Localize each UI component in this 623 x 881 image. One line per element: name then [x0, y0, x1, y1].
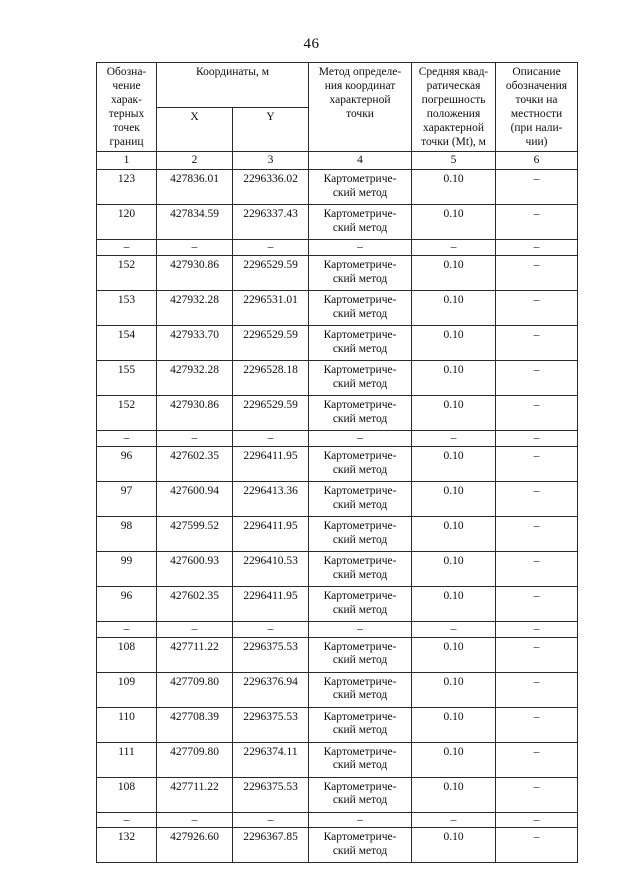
cell-description: – [496, 812, 578, 828]
cell-coordinate-x: 427932.28 [157, 290, 233, 325]
cell-coordinate-y: – [233, 239, 309, 255]
column-number-5: 5 [412, 152, 496, 170]
cell-point-number: 111 [97, 742, 157, 777]
cell-method: Картометриче- ский метод [309, 395, 412, 430]
table-row [97, 586, 578, 621]
cell-mean-square-error: 0.10 [412, 325, 496, 360]
cell-description: – [496, 446, 578, 481]
cell-description: – [496, 777, 578, 812]
cell-coordinate-y: 2296529.59 [233, 255, 309, 290]
cell-method: Картометриче- ский метод [309, 446, 412, 481]
cell-description: – [496, 255, 578, 290]
cell-description: – [496, 516, 578, 551]
cell-point-number: 98 [97, 516, 157, 551]
cell-coordinate-y: 2296529.59 [233, 395, 309, 430]
cell-mean-square-error: – [412, 430, 496, 446]
cell-mean-square-error: 0.10 [412, 255, 496, 290]
cell-method: Картометриче- ский метод [309, 777, 412, 812]
cell-method: Картометриче- ский метод [309, 586, 412, 621]
cell-method: Картометриче- ский метод [309, 672, 412, 707]
cell-method: – [309, 430, 412, 446]
column-number-2: 2 [157, 152, 233, 170]
cell-coordinate-x: 427600.93 [157, 551, 233, 586]
cell-mean-square-error: 0.10 [412, 290, 496, 325]
cell-mean-square-error: – [412, 812, 496, 828]
table-row [97, 204, 578, 239]
cell-method: Картометриче- ский метод [309, 255, 412, 290]
cell-coordinate-y: 2296411.95 [233, 586, 309, 621]
cell-method: Картометриче- ский метод [309, 169, 412, 204]
page-number: 46 [303, 36, 320, 52]
cell-mean-square-error: 0.10 [412, 777, 496, 812]
cell-point-number: 99 [97, 551, 157, 586]
cell-method: Картометриче- ский метод [309, 637, 412, 672]
cell-coordinate-y: 2296410.53 [233, 551, 309, 586]
coordinates-table [96, 62, 578, 863]
cell-point-number: 154 [97, 325, 157, 360]
table-row [97, 742, 578, 777]
cell-mean-square-error: 0.10 [412, 828, 496, 863]
cell-point-number: – [97, 239, 157, 255]
cell-mean-square-error: 0.10 [412, 516, 496, 551]
column-number-4: 4 [309, 152, 412, 170]
cell-coordinate-y: – [233, 812, 309, 828]
cell-coordinate-y: 2296374.11 [233, 742, 309, 777]
table-row [97, 551, 578, 586]
cell-description: – [496, 239, 578, 255]
cell-method: Картометриче- ский метод [309, 828, 412, 863]
cell-coordinate-x: 427711.22 [157, 777, 233, 812]
cell-description: – [496, 637, 578, 672]
cell-coordinate-y: 2296375.53 [233, 777, 309, 812]
cell-coordinate-x: 427599.52 [157, 516, 233, 551]
header-mean-square-error: Средняя квад- ратическая погрешность положения характерной точки (Mt), м [412, 63, 496, 152]
cell-coordinate-x: 427932.28 [157, 360, 233, 395]
cell-method: – [309, 621, 412, 637]
table-row [97, 481, 578, 516]
cell-coordinate-x: 427602.35 [157, 586, 233, 621]
cell-point-number: – [97, 621, 157, 637]
table-row [97, 672, 578, 707]
cell-description: – [496, 621, 578, 637]
cell-coordinate-y: 2296375.53 [233, 707, 309, 742]
cell-point-number: 110 [97, 707, 157, 742]
cell-description: – [496, 742, 578, 777]
table-row [97, 777, 578, 812]
cell-description: – [496, 395, 578, 430]
cell-description: – [496, 204, 578, 239]
cell-mean-square-error: 0.10 [412, 395, 496, 430]
cell-coordinate-x: 427836.01 [157, 169, 233, 204]
cell-coordinate-y: 2296367.85 [233, 828, 309, 863]
column-number-1: 1 [97, 152, 157, 170]
column-number-3: 3 [233, 152, 309, 170]
cell-mean-square-error: 0.10 [412, 637, 496, 672]
cell-coordinate-y: 2296411.95 [233, 516, 309, 551]
table-row [97, 255, 578, 290]
cell-description: – [496, 325, 578, 360]
cell-coordinate-x: 427711.22 [157, 637, 233, 672]
cell-mean-square-error: 0.10 [412, 672, 496, 707]
cell-point-number: 132 [97, 828, 157, 863]
cell-point-number: 108 [97, 637, 157, 672]
cell-mean-square-error: 0.10 [412, 707, 496, 742]
cell-point-number: 97 [97, 481, 157, 516]
cell-point-number: 108 [97, 777, 157, 812]
cell-description: – [496, 707, 578, 742]
table-row [97, 360, 578, 395]
cell-description: – [496, 481, 578, 516]
cell-point-number: 152 [97, 395, 157, 430]
column-number-6: 6 [496, 152, 578, 170]
cell-mean-square-error: 0.10 [412, 360, 496, 395]
cell-mean-square-error: 0.10 [412, 204, 496, 239]
cell-description: – [496, 430, 578, 446]
table-row [97, 325, 578, 360]
cell-method: – [309, 812, 412, 828]
cell-coordinate-y: 2296529.59 [233, 325, 309, 360]
cell-mean-square-error: 0.10 [412, 169, 496, 204]
cell-coordinate-y: 2296376.94 [233, 672, 309, 707]
cell-coordinate-x: 427930.86 [157, 255, 233, 290]
cell-method: Картометриче- ский метод [309, 516, 412, 551]
cell-mean-square-error: 0.10 [412, 446, 496, 481]
cell-description: – [496, 290, 578, 325]
table-separator-row [97, 621, 578, 637]
cell-point-number: 155 [97, 360, 157, 395]
cell-method: – [309, 239, 412, 255]
cell-point-number: 96 [97, 586, 157, 621]
cell-description: – [496, 551, 578, 586]
table-header [97, 63, 578, 152]
cell-mean-square-error: 0.10 [412, 551, 496, 586]
header-coordinates-group: Координаты, м [157, 63, 309, 108]
table-row [97, 169, 578, 204]
cell-mean-square-error: 0.10 [412, 586, 496, 621]
header-coordinate-y: Y [233, 107, 309, 152]
table-separator-row [97, 239, 578, 255]
cell-description: – [496, 169, 578, 204]
cell-point-number: 109 [97, 672, 157, 707]
cell-coordinate-y: 2296528.18 [233, 360, 309, 395]
cell-coordinate-x: – [157, 430, 233, 446]
table-row [97, 828, 578, 863]
cell-coordinate-y: 2296336.02 [233, 169, 309, 204]
cell-method: Картометриче- ский метод [309, 707, 412, 742]
cell-coordinate-x: 427709.80 [157, 742, 233, 777]
cell-point-number: 153 [97, 290, 157, 325]
cell-description: – [496, 360, 578, 395]
cell-method: Картометриче- ский метод [309, 742, 412, 777]
cell-coordinate-x: 427600.94 [157, 481, 233, 516]
cell-description: – [496, 828, 578, 863]
cell-method: Картометриче- ский метод [309, 290, 412, 325]
column-number-row [97, 152, 578, 170]
header-row-main [97, 63, 578, 108]
cell-coordinate-x: 427708.39 [157, 707, 233, 742]
cell-point-number: 152 [97, 255, 157, 290]
cell-method: Картометриче- ский метод [309, 481, 412, 516]
header-point-description: Описание обозначения точки на местности (при нали- чии) [496, 63, 578, 152]
cell-method: Картометриче- ский метод [309, 204, 412, 239]
cell-method: Картометриче- ский метод [309, 551, 412, 586]
table-separator-row [97, 812, 578, 828]
cell-coordinate-y: 2296375.53 [233, 637, 309, 672]
cell-coordinate-y: – [233, 621, 309, 637]
cell-coordinate-y: 2296413.36 [233, 481, 309, 516]
table-row [97, 637, 578, 672]
cell-coordinate-y: 2296411.95 [233, 446, 309, 481]
cell-description: – [496, 586, 578, 621]
header-coordinate-x: X [157, 107, 233, 152]
table-row [97, 290, 578, 325]
cell-coordinate-x: 427933.70 [157, 325, 233, 360]
cell-coordinate-x: 427926.60 [157, 828, 233, 863]
table-row [97, 516, 578, 551]
table-row [97, 446, 578, 481]
cell-coordinate-y: 2296337.43 [233, 204, 309, 239]
cell-mean-square-error: – [412, 621, 496, 637]
cell-coordinate-y: – [233, 430, 309, 446]
table-separator-row [97, 430, 578, 446]
cell-point-number: – [97, 430, 157, 446]
table-body [97, 152, 578, 863]
cell-mean-square-error: – [412, 239, 496, 255]
table-row [97, 395, 578, 430]
cell-point-number: – [97, 812, 157, 828]
table-row [97, 707, 578, 742]
header-point-designation: Обозна- чение харак- терных точек границ [97, 63, 157, 152]
cell-coordinate-y: 2296531.01 [233, 290, 309, 325]
cell-coordinate-x: 427709.80 [157, 672, 233, 707]
cell-point-number: 123 [97, 169, 157, 204]
cell-point-number: 96 [97, 446, 157, 481]
cell-mean-square-error: 0.10 [412, 742, 496, 777]
header-determination-method: Метод определе- ния координат характерной точки [309, 63, 412, 152]
cell-coordinate-x: 427834.59 [157, 204, 233, 239]
cell-coordinate-x: – [157, 812, 233, 828]
coordinates-table-container [96, 62, 577, 863]
cell-mean-square-error: 0.10 [412, 481, 496, 516]
cell-coordinate-x: – [157, 621, 233, 637]
cell-coordinate-x: 427602.35 [157, 446, 233, 481]
cell-coordinate-x: 427930.86 [157, 395, 233, 430]
cell-method: Картометриче- ский метод [309, 325, 412, 360]
cell-method: Картометриче- ский метод [309, 360, 412, 395]
cell-description: – [496, 672, 578, 707]
cell-point-number: 120 [97, 204, 157, 239]
cell-coordinate-x: – [157, 239, 233, 255]
